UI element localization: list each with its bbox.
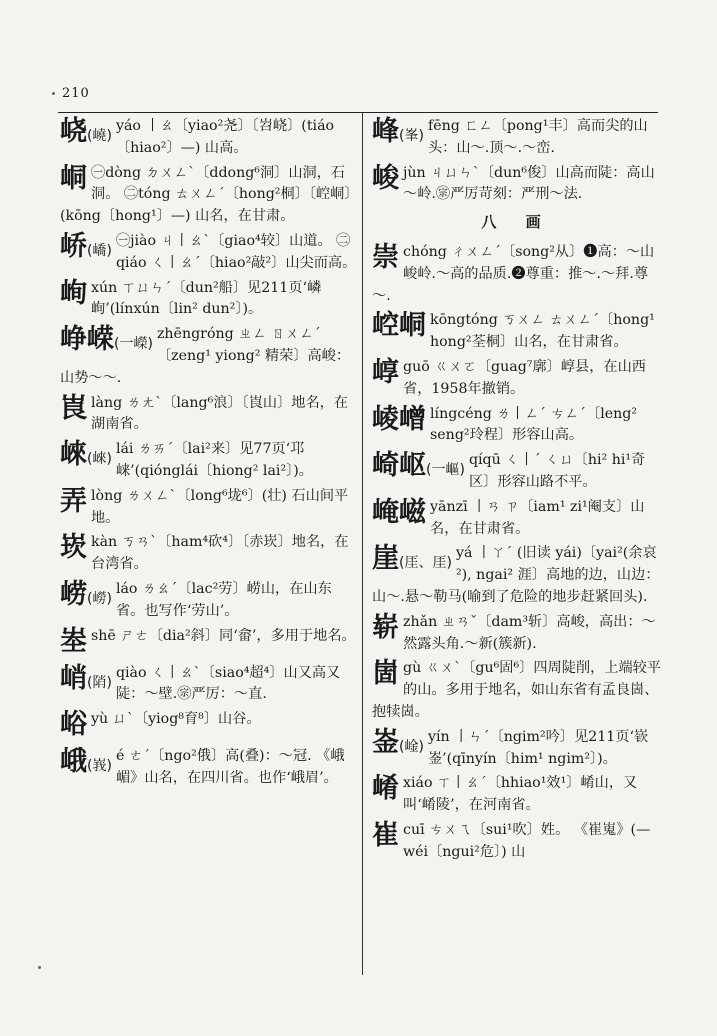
dictionary-entry: [372, 727, 662, 771]
dictionary-entry: [60, 579, 358, 623]
entry-definition: yù ㄩˋ〔yiog⁸育⁸〕山谷。: [91, 711, 261, 728]
headword-char: 崭: [372, 611, 399, 643]
page-number: 210: [62, 86, 90, 101]
dictionary-entry: [372, 543, 662, 608]
headword-char: 峒: [60, 162, 87, 194]
entry-definition: chóng ㄔㄨㄥˊ〔song²从〕❶高：～山峻岭.～高的品质.❷尊重：推～.～拜.尊～.: [372, 243, 655, 304]
entry-headword: [372, 308, 426, 344]
entry-definition: zhēngróng ㄓㄥ ㄖㄨㄥˊ〔zeng¹ yiong² 精荣〕高峻：山势～～.: [60, 326, 351, 386]
headword-char: 峭: [60, 662, 87, 694]
dictionary-entry: [60, 746, 358, 790]
entry-headword: [372, 610, 399, 646]
dictionary-entry: [60, 663, 358, 707]
headword-char: 崎岖: [372, 450, 426, 482]
entry-headword: [60, 744, 112, 784]
dictionary-entry: [372, 450, 662, 494]
entry-definition: lái ㄌㄞˊ〔lai²来〕见77页‘邛崃’(qiónglái〔hiong² lai²〕)。: [115, 441, 313, 479]
entry-headword: [372, 355, 399, 391]
entry-definition: jùn ㄐㄩㄣˋ〔dun⁶俊〕山高而陡：高山～岭.㊪严厉苛刻：严刑～法.: [403, 164, 655, 203]
dictionary-entry: [372, 612, 662, 656]
headword-char: 峨: [60, 746, 87, 778]
entry-headword: [60, 116, 112, 154]
right-column: [372, 116, 662, 978]
entry-definition: yá 丨ㄚˊ (旧读 yái)〔yai²(余哀²), ngai² 涯〕高地的边，山边：山～.悬～勒马(喻到了危险的地步赶紧回头).: [372, 545, 660, 605]
headword-char: 崤: [372, 773, 399, 805]
section-heading: 八 画: [481, 213, 553, 232]
headword-char: 崦嵫: [372, 496, 426, 528]
margin-dot: [38, 966, 41, 969]
dictionary-entry: [60, 486, 358, 530]
dictionary-entry: [372, 658, 662, 723]
headword-char: 弄: [60, 485, 87, 517]
entry-headword: [60, 577, 112, 617]
dictionary-entry: [60, 324, 358, 389]
entry-headword: [60, 322, 153, 362]
dictionary-entry: [60, 439, 358, 483]
dictionary-entry: [60, 626, 358, 660]
column-divider: [362, 113, 363, 975]
headword-variant: (崍): [87, 451, 112, 468]
entry-definition: lòng ㄌㄨㄥˋ〔long⁶垅⁶〕(壮) 石山间平地。: [91, 487, 349, 526]
dictionary-entry: [372, 310, 662, 354]
dictionary-entry: [60, 393, 358, 437]
entry-headword: [372, 448, 465, 488]
dictionary-entry: [372, 242, 662, 307]
entry-headword: [372, 541, 452, 581]
headword-variant: (一嶇): [426, 462, 465, 479]
entry-definition: gù ㄍㄨˋ〔gu⁶固⁶〕四周陡削，上端较平的山。多用于地名，如山东省有孟良崮、抱犊崮。: [372, 660, 662, 720]
headword-char: 崟: [372, 726, 399, 758]
entry-headword: [372, 656, 399, 692]
dictionary-entry: [60, 163, 358, 228]
dictionary-entry: [60, 116, 358, 160]
entry-definition: ㊀dòng ㄉㄨㄥˋ〔ddong⁶洞〕山洞，石洞。 ㊁tóng ㄊㄨㄥˊ〔hong²桐〕〔崆峒〕(kōng〔hong¹〕—) 山名，在甘肃。: [60, 164, 352, 225]
dictionary-entry: [372, 497, 662, 541]
headword-char: 峚: [60, 625, 87, 657]
entry-definition: yānzī 丨ㄢ ㄗ〔iam¹ zi¹阉支〕山名，在甘肃省。: [430, 498, 645, 537]
entry-headword: [372, 240, 399, 276]
entry-definition: kōngtóng ㄎㄨㄥ ㄊㄨㄥˊ〔hong¹ hong²荃桐〕山名，在甘肃省。: [430, 312, 655, 351]
dictionary-entry: [372, 404, 662, 448]
headword-char: 峰: [372, 116, 399, 147]
entry-headword: [60, 437, 112, 477]
entry-definition: yáo 丨ㄠ〔yiao²尧〕〔岧峣〕(tiáo〔hiao²〕—) 山高。: [115, 118, 335, 156]
entry-headword: [60, 707, 87, 743]
headword-char: 崞: [372, 356, 399, 388]
headword-char: 崇: [372, 241, 399, 273]
entry-headword: [60, 530, 87, 566]
headword-variant: (崯): [399, 738, 424, 755]
headword-char: 崖: [372, 543, 399, 575]
entry-definition: língcéng ㄌ丨ㄥˊ ㄘㄥˊ〔leng² seng²玲程〕形容山高。: [430, 405, 638, 444]
headword-char: 崮: [372, 658, 399, 690]
headword-char: 峻: [372, 162, 399, 194]
entry-headword: [372, 402, 426, 438]
entry-headword: [60, 391, 87, 427]
headword-variant: (嶠): [87, 242, 112, 259]
headword-char: 崁: [60, 532, 87, 564]
dictionary-entry: [372, 163, 662, 207]
entry-definition: xún ㄒㄩㄣˊ〔dun²船〕见211页‘嶙峋’(línxún〔lin² dun²〕)。: [91, 279, 322, 318]
entry-headword: [372, 116, 424, 154]
dictionary-entry: [60, 231, 358, 275]
entry-definition: kàn ㄎㄢˋ〔ham⁴砍⁴〕〔赤崁〕地名，在台湾省。: [91, 534, 349, 573]
entry-definition: ㊀jiào ㄐ丨ㄠˋ〔giao⁴较〕山道。 ㊁qiáo ㄑ丨ㄠˊ〔hiao²敲²〕山尖而高。: [115, 232, 357, 271]
headword-char: 崔: [372, 819, 399, 851]
headword-char: 峋: [60, 277, 87, 309]
dictionary-entry: [60, 532, 358, 576]
headword-variant: (厓、厓): [399, 555, 452, 572]
header-rule: [58, 112, 658, 113]
headword-variant: (峯): [399, 128, 424, 144]
headword-char: 崀: [60, 392, 87, 424]
dictionary-entry: [372, 773, 662, 817]
entry-definition: zhǎn ㄓㄢˇ〔dam³斩〕高峻，高出：～然露头角.～新(簇新).: [403, 613, 656, 652]
entry-definition: é ㄜˊ〔ngo²俄〕高(叠)：～冠. 《峨嵋》山名，在四川省。也作‘峨眉’。: [115, 748, 345, 786]
entry-definition: guō ㄍㄨㄛ〔guag⁷廓〕崞县，在山西省，1958年撤销。: [403, 358, 646, 397]
headword-variant: (一嶸): [114, 336, 153, 353]
entry-headword: [60, 161, 87, 197]
headword-char: 峣: [60, 116, 87, 147]
headword-char: 崍: [60, 439, 87, 471]
entry-headword: [372, 495, 426, 531]
headword-char: 崂: [60, 578, 87, 610]
headword-char: 峥嵘: [60, 324, 114, 356]
entry-headword: [60, 276, 87, 312]
dictionary-entry: [372, 820, 662, 864]
entry-definition: xiáo ㄒ丨ㄠˊ〔hhiao¹效¹〕崤山，又叫‘崤陵’，在河南省。: [403, 775, 638, 814]
entry-definition: fēng ㄈㄥ〔pong¹丰〕高而尖的山头：山～.顶～.～峦.: [427, 118, 648, 156]
entry-headword: [60, 229, 112, 269]
entry-headword: [60, 484, 87, 520]
headword-char: 峤: [60, 230, 87, 262]
headword-variant: (陗): [87, 674, 112, 691]
entry-definition: shē ㄕㄜ〔dia²斜〕同‘畲’，多用于地名。: [91, 627, 356, 644]
entry-headword: [372, 818, 399, 854]
margin-dot: [52, 92, 55, 95]
left-column: [60, 116, 358, 978]
entry-definition: qíqū ㄑ丨ˊ ㄑㄩ〔hi² hi¹奇区〕形容山路不平。: [468, 452, 646, 490]
entry-headword: [60, 624, 87, 660]
entry-definition: làng ㄌㄤˋ〔lang⁶浪〕〔崀山〕地名，在湖南省。: [91, 394, 349, 433]
entry-definition: láo ㄌㄠˊ〔lac²劳〕崂山，在山东省。也写作‘劳山’。: [115, 580, 332, 619]
headword-variant: (嶢): [87, 128, 112, 144]
entry-headword: [372, 161, 399, 197]
dictionary-entry: [60, 278, 358, 322]
headword-char: 峪: [60, 709, 87, 741]
entry-headword: [372, 771, 399, 807]
dictionary-entry: [372, 116, 662, 160]
entry-headword: [60, 661, 112, 701]
dictionary-entry: [372, 357, 662, 401]
entry-definition: qiào ㄑ丨ㄠˋ〔siao⁴超⁴〕山又高又陡：～壁.㊪严厉：～直.: [115, 664, 341, 703]
headword-char: 崆峒: [372, 310, 426, 342]
entry-definition: yín 丨ㄣˊ〔ngim²吟〕见211页‘嵚崟’(qīnyín〔him¹ ngim²〕)。: [427, 728, 649, 767]
headword-variant: (峩): [87, 758, 112, 775]
dictionary-entry: [60, 709, 358, 743]
entry-headword: [372, 725, 424, 765]
headword-char: 崚嶒: [372, 403, 426, 435]
headword-variant: (嶗): [87, 590, 112, 607]
entry-definition: cuī ㄘㄨㄟ〔sui¹吹〕姓。 《崔嵬》(—wéi〔ngui²危〕) 山: [403, 821, 651, 860]
